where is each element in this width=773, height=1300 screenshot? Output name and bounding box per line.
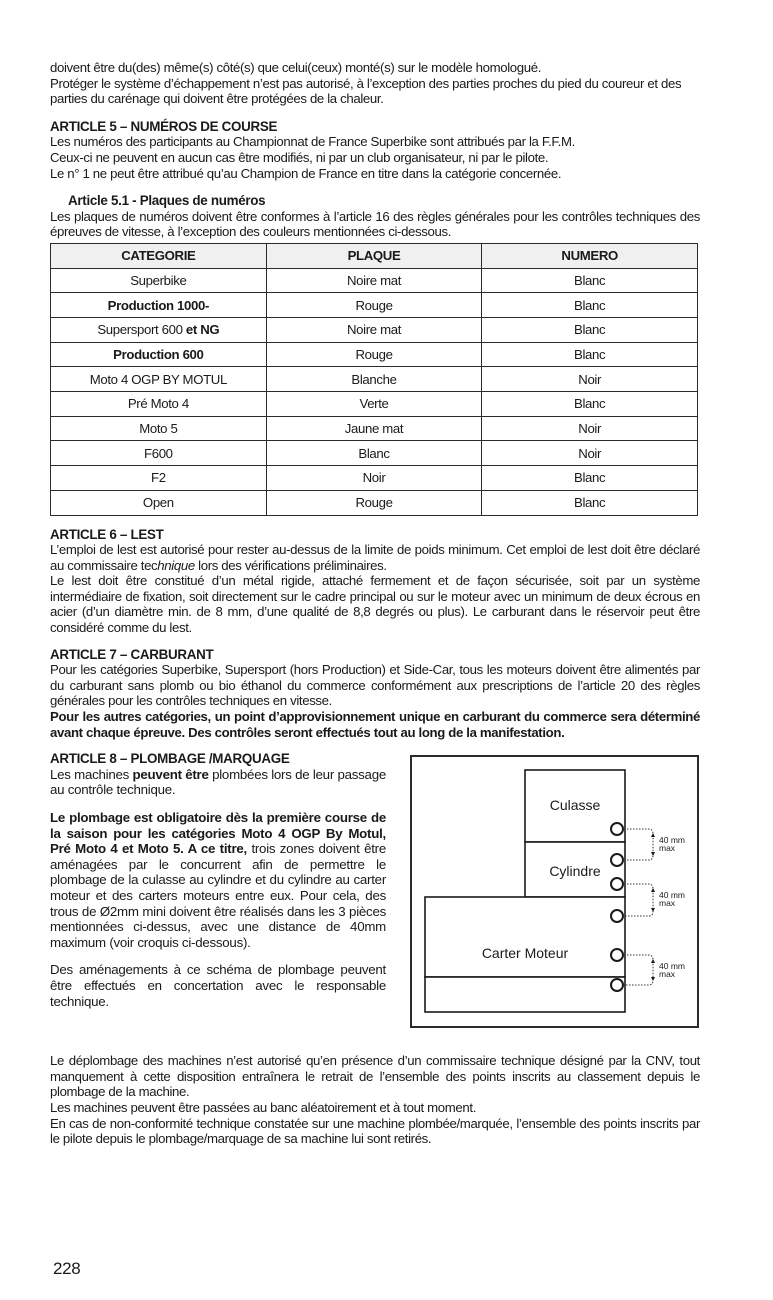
cell-plaque: Rouge (266, 293, 482, 318)
cell-numero: Blanc (482, 466, 698, 491)
cell-categorie: Superbike (51, 268, 267, 293)
intro-line-1: doivent être du(des) même(s) côté(s) que celui(ceux) monté(s) sur le modèle homologué. (50, 60, 542, 75)
table-row (51, 367, 698, 392)
cell-categorie: F2 (51, 466, 267, 491)
carter-moteur-block (425, 897, 625, 977)
cell-plaque: Rouge (266, 342, 482, 367)
cell-numero: Blanc (482, 342, 698, 367)
page-number: 228 (53, 1259, 81, 1278)
cell-plaque: Noire mat (266, 318, 482, 343)
cell-plaque: Rouge (266, 490, 482, 515)
document-page (50, 60, 700, 1147)
cell-categorie: Production 1000- (51, 293, 267, 318)
closing-paragraph-1: Le déplombage des machines n’est autorisé qu’en présence d’un commissaire technique désigné par la CNV, tout manquement à cette disposition entraînera le retrait de l’ensemble des points inscrits au classement depuis le plombage de la machine. (50, 1053, 700, 1100)
table-row (51, 416, 698, 441)
dimension-label-2: 40 mm (659, 890, 685, 901)
article-7-title: ARTICLE 7 – CARBURANT (50, 646, 214, 662)
header-categorie: CATEGORIE (51, 243, 267, 268)
article-6-title: ARTICLE 6 – LEST (50, 526, 164, 542)
table-row (51, 268, 698, 293)
article-8-paragraph-1: Les machines peuvent être plombées lors de leur passage au contrôle technique. (50, 766, 386, 798)
cell-plaque: Blanche (266, 367, 482, 392)
cell-numero: Blanc (482, 392, 698, 417)
cell-numero: Blanc (482, 490, 698, 515)
label-carter-moteur: Carter Moteur (481, 945, 569, 962)
table-header-row (51, 243, 698, 268)
cell-numero: Noir (482, 367, 698, 392)
intro-line-2: Protéger le système d’échappement n’est pas autorisé, à l’exception des parties proches du pied du coureur et des parties du carénage qui doivent être protégées de la chaleur. (50, 75, 682, 107)
cell-numero: Blanc (482, 293, 698, 318)
engine-seal-sketch (412, 757, 697, 1026)
cell-plaque: Verte (266, 392, 482, 417)
dimension-note-1: max (659, 843, 676, 854)
label-cylindre: Cylindre (549, 863, 601, 880)
cell-numero: Blanc (482, 268, 698, 293)
article-8-title: ARTICLE 8 – PLOMBAGE /MARQUAGE (50, 751, 290, 767)
article-7-paragraph-1: Pour les catégories Superbike, Supersport (hors Production) et Side-Car, tous les moteurs doivent être alimentés par du carburant sans plomb ou bio éthanol du commerce conformément aux prescriptions de l’article 20 des règles générales pour les contrôles techniques en vitesse. (50, 662, 700, 709)
article-6-paragraph-1: L’emploi de lest est autorisé pour rester au-dessus de la limite de poids minimum. Cet emploi de lest doit être déclaré au commissaire technique lors des vérifications préliminaires. (50, 542, 700, 573)
article-8-paragraph-2: Le plombage est obligatoire dès la première course de la saison pour les catégories Moto 4 OGP By Motul, Pré Moto 4 et Moto 5. A ce titre, trois zones doivent être aménagées par le concurrent afin de permettre le plombage de la culasse au cylindre et du cylindre au carter moteur et des carters moteurs entre eux. Pour cela, des trous de Ø2mm mini doivent être réalisés dans les 3 pièces mentionnées ci-dessus, avec une distance de 40mm maximum (voir croquis ci-dessous). (50, 810, 386, 950)
article-8-text-column (50, 751, 386, 1009)
table-row (51, 490, 698, 515)
cell-categorie: Open (51, 490, 267, 515)
dimension-label-1: 40 mm (659, 835, 685, 846)
label-culasse: Culasse (549, 797, 601, 814)
cell-numero: Noir (482, 441, 698, 466)
plombage-diagram (410, 755, 699, 1028)
cell-categorie: Pré Moto 4 (51, 392, 267, 417)
article-8-section (50, 751, 700, 1043)
cell-numero: Blanc (482, 318, 698, 343)
table-row (51, 441, 698, 466)
cell-categorie: Moto 5 (51, 416, 267, 441)
cell-categorie: Production 600 (51, 342, 267, 367)
cell-plaque: Noire mat (266, 268, 482, 293)
article-8-paragraph-3: Des aménagements à ce schéma de plombage peuvent être effectués en concertation avec le responsable technique. (50, 962, 386, 1009)
cell-plaque: Jaune mat (266, 416, 482, 441)
table-row (51, 318, 698, 343)
article-5-line-2: Ceux-ci ne peuvent en aucun cas être modifiés, ni par un club organisateur, ni par le pilote. (50, 149, 549, 165)
closing-paragraph-3: En cas de non-conformité technique constatée sur une machine plombée/marquée, l’ensemble des points inscrits par le pilote depuis le plombage/marquage de sa machine lui sont retirés. (50, 1115, 700, 1147)
table-row (51, 466, 698, 491)
cell-plaque: Noir (266, 466, 482, 491)
dimension-note-3: max (659, 969, 676, 980)
article-7-paragraph-2: Pour les autres catégories, un point d’approvisionnement unique en carburant du commerce sera déterminé avant chaque épreuve. Des contrôles seront effectués tout au long de la manifestation. (50, 709, 700, 740)
header-plaque: PLAQUE (266, 243, 482, 268)
closing-paragraph-2: Les machines peuvent être passées au banc aléatoirement et à tout moment. (50, 1100, 477, 1115)
plates-table (50, 243, 698, 516)
article-6-paragraph-2: Le lest doit être constitué d’un métal rigide, attaché fermement et de façon sécurisée, soit par un système intermédiaire de fixation, soit directement sur le cadre principal ou sur le moteur avec un minimum de deux écrous en acier (d’un diamètre min. de 8 mm, d’une qualité de 8,8 degrés ou plus). Le carburant dans le réservoir peut être considéré comme du lest. (50, 573, 700, 636)
header-numero: NUMERO (482, 243, 698, 268)
cell-plaque: Blanc (266, 441, 482, 466)
article-5-line-1: Les numéros des participants au Championnat de France Superbike sont attribués par la F.F.M. (50, 134, 575, 150)
table-row (51, 293, 698, 318)
dimension-label-3: 40 mm (659, 961, 685, 972)
cell-categorie: Supersport 600 et NG (51, 318, 267, 343)
lower-carter-block (425, 977, 625, 1012)
cell-categorie: Moto 4 OGP BY MOTUL (51, 367, 267, 392)
article-5-1-title: Article 5.1 - Plaques de numéros (68, 193, 266, 209)
dimension-note-2: max (659, 898, 676, 909)
article-5-1-text: Les plaques de numéros doivent être conformes à l’article 16 des règles générales pour les contrôles techniques des épreuves de vitesse, à l’exception des couleurs mentionnées ci-dessous. (50, 208, 700, 240)
table-row (51, 392, 698, 417)
article-5-line-3: Le n° 1 ne peut être attribué qu’au Champion de France en titre dans la catégorie concernée. (50, 165, 562, 181)
article-5-title: ARTICLE 5 – NUMÉROS DE COURSE (50, 118, 278, 134)
cell-categorie: F600 (51, 441, 267, 466)
cell-numero: Noir (482, 416, 698, 441)
table-row (51, 342, 698, 367)
